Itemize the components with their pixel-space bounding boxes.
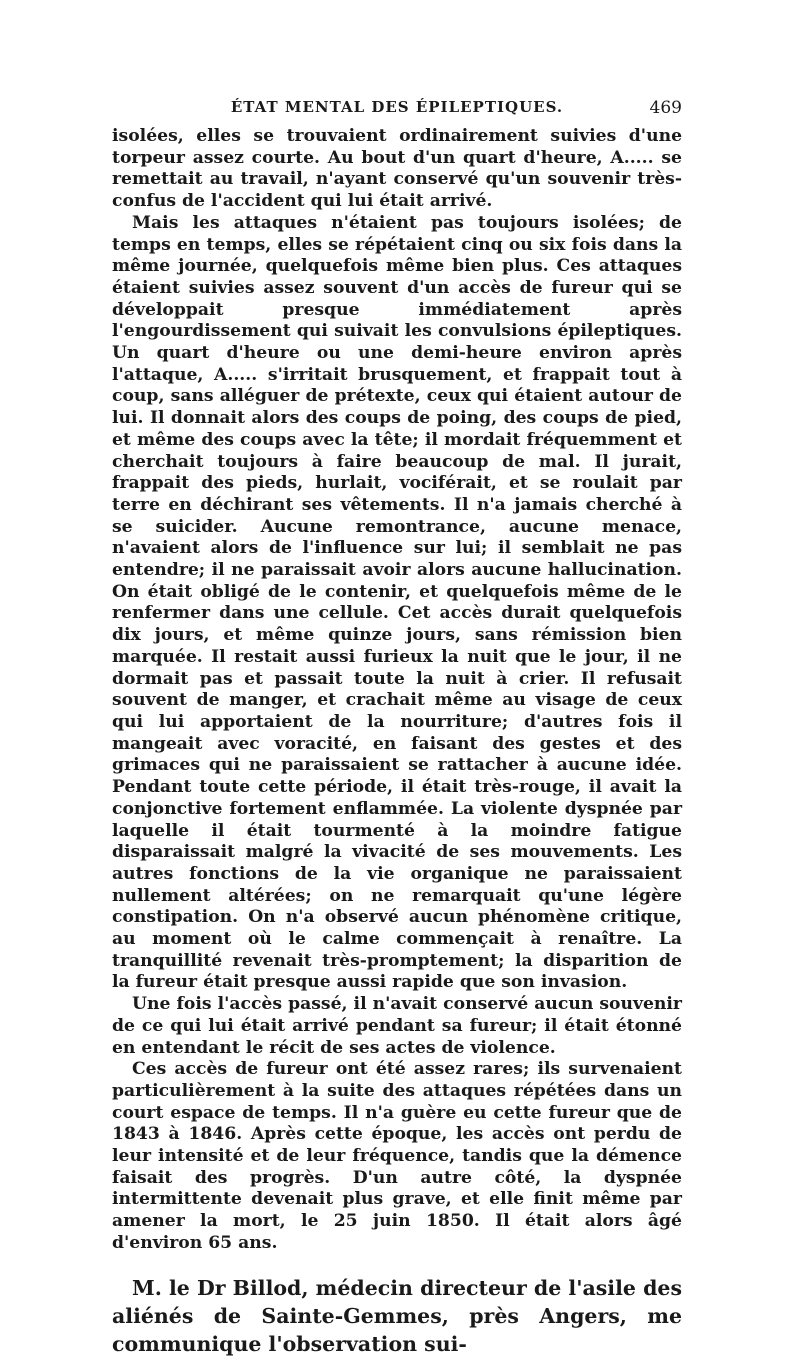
paragraph-continuation: isolées, elles se trouvaient ordinairement suivies d'une torpeur assez courte. Au bout d'un quart d'heure, A..... se remettait au travail, n'ayant conservé qu'un souvenir très-confus de l'accident qui lui était arrivé. [112, 126, 682, 212]
running-title: ÉTAT MENTAL DES ÉPILEPTIQUES. [230, 98, 564, 116]
body-text [112, 126, 682, 1358]
page-number: 469 [649, 98, 682, 118]
paragraph-fury-episodes: Ces accès de fureur ont été assez rares; ils survenaient particulièrement à la suite des attaques répétées dans un court espace de temps. Il n'a guère eu cette fureur que de 1843 à 1846. Après cette époque, les accès ont perdu de leur intensité et de leur fréquence, tandis que la démence faisait des progrès. D'un autre côté, la dyspnée intermittente devenait plus grave, et elle finit même par amener la mort, le 25 juin 1850. Il était alors âgé d'environ 65 ans. [112, 1059, 682, 1253]
paragraph-attacks: Mais les attaques n'étaient pas toujours isolées; de temps en temps, elles se répétaient cinq ou six fois dans la même journée, quelquefois même bien plus. Ces attaques étaient suivies assez souvent d'un accès de fureur qui se développait presque immédiatement après l'engourdissement qui suivait les convulsions épileptiques. Un quart d'heure ou une demi-heure environ après l'attaque, A..... s'irritait brusquement, et frappait tout à coup, sans alléguer de prétexte, ceux qui étaient autour de lui. Il donnait alors des coups de poing, des coups de pied, et même des coups avec la tête; il mordait fréquemment et cherchait toujours à faire beaucoup de mal. Il jurait, frappait des pieds, hurlait, vociférait, et se roulait par terre en déchirant ses vêtements. Il n'a jamais cherché à se suicider. Aucune remontrance, aucune menace, n'avaient alors de l'influence sur lui; il semblait ne pas entendre; il ne paraissait avoir alors aucune hallucination. On était obligé de le contenir, et quelquefois même de le renfermer dans une cellule. Cet accès durait quelquefois dix jours, et même quinze jours, sans rémission bien marquée. Il restait aussi furieux la nuit que le jour, il ne dormait pas et passait toute la nuit à crier. Il refusait souvent de manger, et crachait même au visage de ceux qui lui apportaient de la nourriture; d'autres fois il mangeait avec voracité, en faisant des gestes et des grimaces qui ne paraissaient se rattacher à aucune idée. Pendant toute cette période, il était très-rouge, il avait la conjonctive fortement enflammée. La violente dyspnée par laquelle il était tourmenté à la moindre fatigue disparaissait malgré la vivacité de ses mouvements. Les autres fonctions de la vie organique ne paraissaient nullement altérées; on ne remarquait qu'une légère constipation. On n'a observé aucun phénomène critique, au moment où le calme commençait à renaître. La tranquillité revenait très-promptement; la disparition de la fureur était presque aussi rapide que son invasion. [112, 212, 682, 993]
paragraph-memory: Une fois l'accès passé, il n'avait conservé aucun souvenir de ce qui lui était arrivé pendant sa fureur; il était étonné en entendant le récit de ses actes de violence. [112, 994, 682, 1058]
page-header [112, 98, 682, 122]
paragraph-new-observation: M. le Dr Billod, médecin directeur de l'asile des aliénés de Sainte-Gemmes, près Angers, me communique l'observation sui- [112, 1275, 682, 1356]
section-spacer [112, 1255, 682, 1274]
